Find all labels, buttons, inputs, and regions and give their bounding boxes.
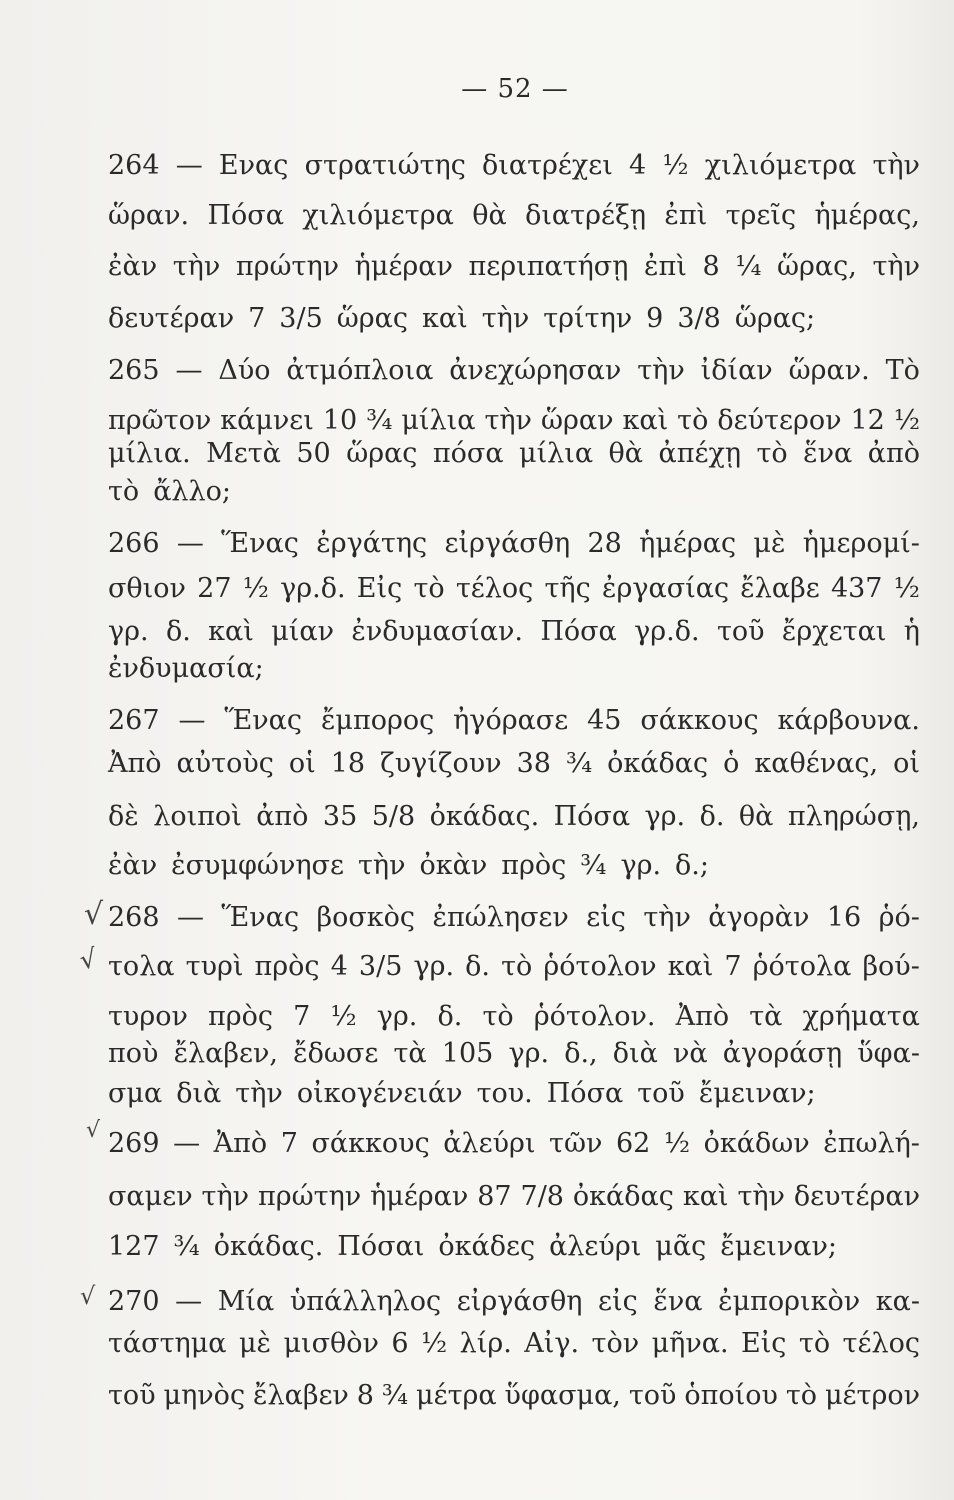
text-line: τολα τυρὶ πρὸς 4 3/5 γρ. δ. τὸ ῥότολον καὶ 7 ῥότολα βού- bbox=[108, 951, 920, 982]
text-line: σμα διὰ τὴν οἰκογένειάν του. Πόσα τοῦ ἔμειναν; bbox=[108, 1078, 816, 1109]
text-line: 270 — Μία ὑπάλληλος εἰργάσθη εἰς ἕνα ἐμπορικὸν κα- bbox=[108, 1286, 920, 1317]
text-line: ἐνδυμασία; bbox=[108, 653, 264, 684]
text-line: τὸ ἄλλο; bbox=[108, 476, 232, 507]
text-line: σθιον 27 ½ γρ.δ. Εἰς τὸ τέλος τῆς ἐργασίας ἔλαβε 437 ½ bbox=[108, 573, 920, 604]
text-line: 269 — Ἀπὸ 7 σάκκους ἀλεύρι τῶν 62 ½ ὀκάδων ἐπωλή- bbox=[108, 1128, 920, 1159]
text-line: δευτέραν 7 3/5 ὥρας καὶ τὴν τρίτην 9 3/8 ὥρας; bbox=[108, 303, 816, 334]
text-line: 268 — Ἕνας βοσκὸς ἐπώλησεν εἰς τὴν ἀγορὰν 16 ῥό- bbox=[108, 902, 920, 933]
text-line: ἐὰν ἐσυμφώνησε τὴν ὀκὰν πρὸς ¾ γρ. δ.; bbox=[108, 850, 709, 881]
text-line: 266 — Ἕνας ἐργάτης εἰργάσθη 28 ἡμέρας μὲ ἡμερομί- bbox=[108, 528, 920, 559]
check-mark-269: √ bbox=[86, 1118, 101, 1143]
page-number: — 52 — bbox=[461, 74, 569, 104]
text-line: 127 ¾ ὀκάδας. Πόσαι ὀκάδες ἀλεύρι μᾶς ἔμειναν; bbox=[108, 1231, 837, 1262]
check-mark-268: √ bbox=[84, 897, 104, 932]
text-line: σαμεν τὴν πρώτην ἡμέραν 87 7/8 ὀκάδας καὶ τὴν δευτέραν bbox=[108, 1181, 920, 1212]
text-line: ἐὰν τὴν πρώτην ἡμέραν περιπατήσῃ ἐπὶ 8 ¼ ὥρας, τὴν bbox=[108, 251, 920, 282]
check-mark-270: √ bbox=[80, 1282, 96, 1310]
text-line: μίλια. Μετὰ 50 ὥρας πόσα μίλια θὰ ἀπέχῃ τὸ ἕνα ἀπὸ bbox=[108, 438, 920, 469]
check-mark-268-b: √ bbox=[77, 943, 100, 977]
text-line: ποὺ ἔλαβεν, ἔδωσε τὰ 105 γρ. δ., διὰ νὰ ἀγοράσῃ ὕφα- bbox=[108, 1038, 920, 1069]
text-line: πρῶτον κάμνει 10 ¾ μίλια τὴν ὥραν καὶ τὸ δεύτερον 12 ½ bbox=[108, 405, 920, 436]
text-line: 264 — Ενας στρατιώτης διατρέχει 4 ½ χιλιόμετρα τὴν bbox=[108, 150, 920, 181]
text-line: 267 — Ἕνας ἔμπορος ἠγόρασε 45 σάκκους κάρβουνα. bbox=[108, 705, 920, 736]
text-line: ὥραν. Πόσα χιλιόμετρα θὰ διατρέξῃ ἐπὶ τρεῖς ἡμέρας, bbox=[108, 200, 920, 231]
text-line: Ἀπὸ αὐτοὺς οἱ 18 ζυγίζουν 38 ¾ ὀκάδας ὁ καθένας, οἱ bbox=[108, 748, 920, 779]
text-line: τυρον πρὸς 7 ½ γρ. δ. τὸ ῥότολον. Ἀπὸ τὰ χρήματα bbox=[108, 1001, 920, 1032]
text-line: δὲ λοιποὶ ἀπὸ 35 5/8 ὀκάδας. Πόσα γρ. δ. θὰ πληρώσῃ, bbox=[108, 801, 920, 832]
text-line: τάστημα μὲ μισθὸν 6 ½ λίρ. Αἰγ. τὸν μῆνα. Εἰς τὸ τέλος bbox=[108, 1328, 920, 1359]
text-line: 265 — Δύο ἀτμόπλοια ἀνεχώρησαν τὴν ἰδίαν ὥραν. Τὸ bbox=[108, 355, 920, 386]
text-line: γρ. δ. καὶ μίαν ἐνδυμασίαν. Πόσα γρ.δ. τοῦ ἔρχεται ἡ bbox=[108, 616, 920, 647]
text-line: τοῦ μηνὸς ἔλαβεν 8 ¾ μέτρα ὕφασμα, τοῦ ὁποίου τὸ μέτρον bbox=[108, 1380, 920, 1411]
